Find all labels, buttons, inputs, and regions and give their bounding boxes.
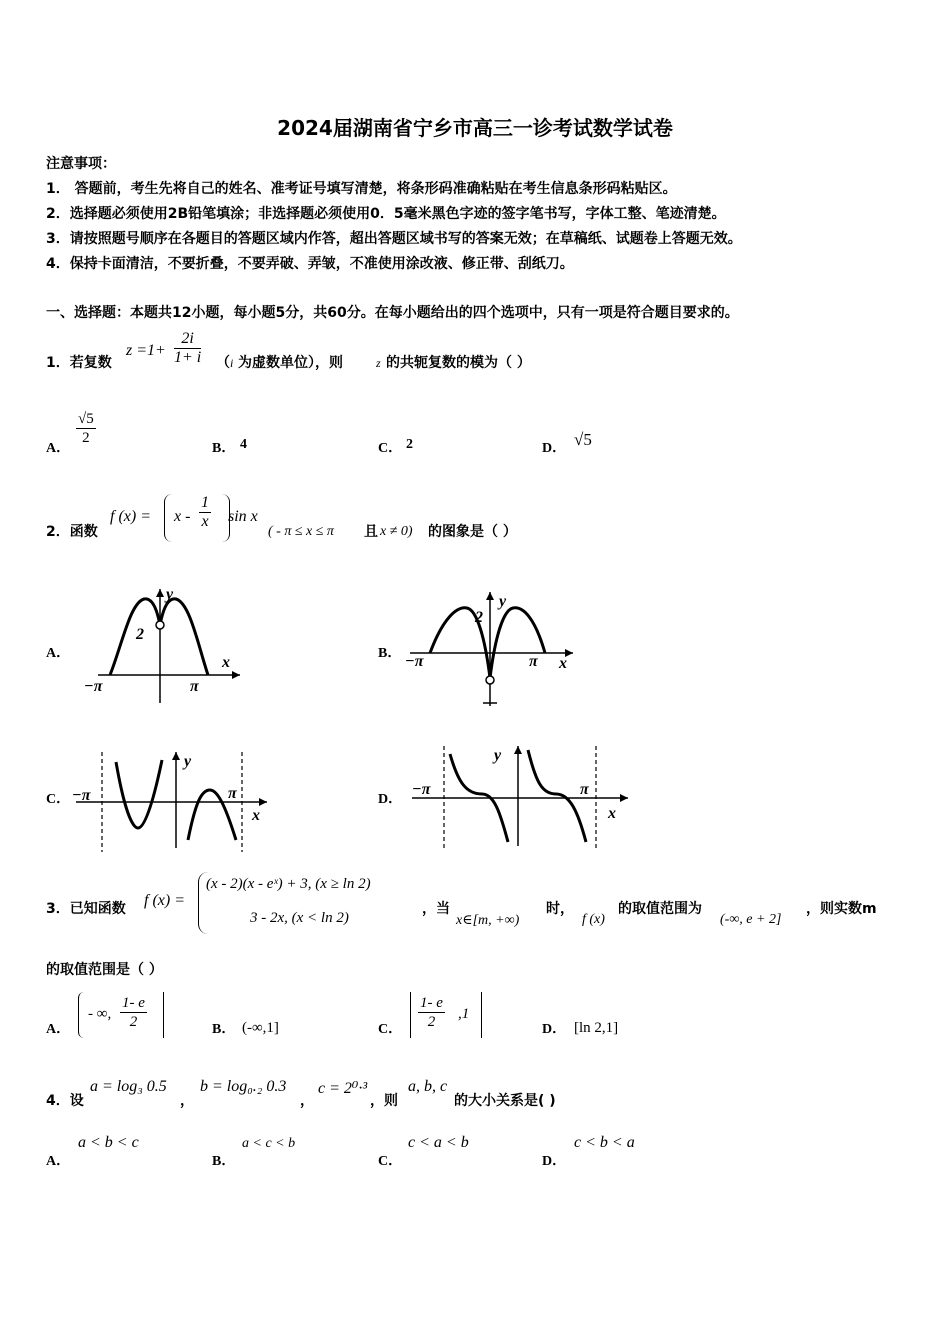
q3-option-a-fraction — [120, 994, 147, 1031]
label-x: x — [222, 654, 230, 671]
open-point — [156, 621, 164, 629]
q1-option-b-value: 4 — [240, 437, 247, 452]
q3-option-c-label: C． — [378, 1022, 403, 1037]
q2-f-left: f (x) = — [110, 508, 151, 525]
q1-a-num: √5 — [78, 411, 94, 427]
label-pi: π — [190, 678, 199, 695]
q4-option-c-value: c < a < b — [408, 1134, 469, 1151]
q4-suffix: 的大小关系是( ) — [454, 1093, 556, 1109]
q3-fx: f (x) — [582, 912, 605, 927]
q1-suffix: 的共轭复数的模为（ ） — [386, 355, 531, 371]
q1-mid1: （ — [216, 355, 230, 371]
q1-option-a-value — [76, 410, 96, 447]
q3-c-num: 1- e — [420, 995, 443, 1011]
page-title: 2024届湖南省宁乡市高三一诊考试数学试卷 — [277, 116, 673, 140]
q3-a-num: 1- e — [122, 995, 145, 1011]
q2-neq: x ≠ 0) — [380, 524, 413, 539]
label-neg-pi: −π — [405, 653, 424, 670]
label-y: y — [166, 586, 174, 603]
q1-prefix: 1．若复数 — [46, 355, 112, 371]
graph-c-curve-left — [116, 760, 162, 828]
q3-case1: (x - 2)(x - eˣ) + 3, (x ≥ ln 2) — [206, 876, 371, 892]
label-y: y — [184, 753, 192, 770]
label-x: x — [252, 807, 260, 824]
q3-prefix: 3．已知函数 — [46, 901, 126, 917]
q3-range: (-∞, e + 2] — [720, 912, 782, 927]
q1-option-d-value: √5 — [574, 430, 592, 449]
graph-a-curve — [110, 599, 208, 675]
q1-a-den: 2 — [82, 430, 90, 446]
graph-b-curve — [430, 608, 545, 678]
q4-option-b-label: B． — [212, 1154, 236, 1169]
q3-option-a-label: A． — [46, 1022, 71, 1037]
notice-item: 3．请按照题号顺序在各题目的答题区域内作答，超出答题区域书写的答案无效；在草稿纸、试题卷上答题无效。 — [46, 231, 742, 247]
q2-option-c-label: C． — [46, 792, 71, 807]
y-axis-arrow — [486, 592, 494, 600]
q4-comma2: ， — [300, 1093, 314, 1109]
label-pi: π — [228, 785, 237, 802]
q1-option-a-label: A． — [46, 441, 71, 456]
q4-prefix: 4．设 — [46, 1093, 84, 1109]
y-axis-arrow — [156, 589, 164, 597]
q2-option-d-label: D． — [378, 792, 403, 807]
q4-option-d-value: c < b < a — [574, 1134, 635, 1151]
y-axis-arrow — [514, 746, 522, 754]
q4-c-def: c = 2⁰·³ — [318, 1080, 368, 1097]
x-axis-arrow — [259, 798, 267, 806]
label-neg-pi: −π — [412, 781, 431, 798]
q1-num: 2i — [174, 330, 201, 349]
q1-option-d-label: D． — [542, 441, 567, 456]
q2-num: 1 — [201, 494, 209, 511]
q3-option-a-left: - ∞, — [88, 1006, 112, 1022]
q3-option-b-label: B． — [212, 1022, 236, 1037]
q1-option-c-value: 2 — [406, 437, 413, 452]
label-y: y — [499, 593, 507, 610]
q3-a-den: 2 — [129, 1014, 138, 1030]
notice-item: 4．保持卡面清洁，不要折叠，不要弄破、弄皱，不准使用涂改液、修正带、刮纸刀。 — [46, 256, 574, 272]
y-axis-arrow — [172, 752, 180, 760]
q4-option-b-value: a < c < b — [242, 1136, 296, 1151]
q4-abc: a, b, c — [408, 1078, 448, 1095]
label-two: 2 — [475, 609, 483, 626]
q2-x-minus: x - — [174, 508, 191, 525]
q3-case2: 3 - 2x, (x < ln 2) — [250, 910, 349, 926]
section-header: 一、选择题：本题共12小题，每小题5分，共60分。在每小题给出的四个选项中，只有一项是符合题目要求的。 — [46, 305, 739, 321]
q2-prefix: 2．函数 — [46, 524, 98, 540]
q3-option-d-label: D． — [542, 1022, 567, 1037]
q2-domain: ( - π ≤ x ≤ π — [268, 524, 334, 539]
q4-then: ，则 — [370, 1093, 398, 1109]
q3-range-text: 的取值范围为 — [618, 901, 702, 917]
q3-option-c-fraction — [418, 994, 445, 1031]
q3-f-left: f (x) = — [144, 892, 185, 909]
q2-den: x — [201, 513, 209, 530]
q4-option-d-label: D． — [542, 1154, 567, 1169]
q3-tail: ，则实数m — [806, 901, 877, 917]
label-pi: π — [580, 781, 589, 798]
q4-option-a-label: A． — [46, 1154, 71, 1169]
q3-line2: 的取值范围是（ ） — [46, 962, 163, 978]
x-axis-arrow — [232, 671, 240, 679]
graph-a — [80, 585, 245, 705]
q3-option-b-value: (-∞,1] — [242, 1020, 279, 1036]
q4-b-def: b = log₀.₂ 0.3 — [200, 1078, 287, 1095]
q2-option-a-label: A． — [46, 646, 71, 661]
q4-option-a-value: a < b < c — [78, 1134, 139, 1151]
q1-i-var: i — [230, 356, 234, 370]
q1-den: 1+ i — [174, 349, 202, 366]
q3-option-d-value: [ln 2,1] — [574, 1020, 619, 1036]
q1-mid2: 为虚数单位），则 — [238, 355, 343, 371]
q2-and: 且 — [364, 524, 378, 540]
open-point — [486, 676, 494, 684]
notice-item: 1． 答题前，考生先将自己的姓名、准考证号填写清楚，将条形码准确粘贴在考生信息条形码粘贴区。 — [46, 181, 677, 197]
q2-fraction — [199, 494, 211, 531]
label-neg-pi: −π — [72, 787, 91, 804]
notice-item: 2．选择题必须使用2B铅笔填涂；非选择题必须使用0．5毫米黑色字迹的签字笔书写，字体工整、笔迹清楚。 — [46, 206, 726, 222]
q3-shi: 时， — [546, 901, 574, 917]
q1-option-c-label: C． — [378, 441, 403, 456]
q1-option-b-label: B． — [212, 441, 236, 456]
label-neg-pi: −π — [84, 678, 103, 695]
q3-cond: x∈[m, +∞) — [456, 913, 520, 928]
q2-sin: sin x — [228, 508, 258, 525]
q3-option-c-right: ,1 — [458, 1006, 470, 1022]
label-x: x — [608, 805, 616, 822]
x-axis-arrow — [620, 794, 628, 802]
graph-b — [405, 588, 580, 713]
q4-option-c-label: C． — [378, 1154, 403, 1169]
q2-suffix: 的图象是（ ） — [428, 524, 517, 540]
q4-comma1: ， — [180, 1093, 194, 1109]
q4-a-def: a = log₃ 0.5 — [90, 1078, 167, 1095]
graph-c — [72, 748, 272, 856]
graph-d — [408, 742, 633, 852]
label-two: 2 — [136, 626, 144, 643]
label-x: x — [559, 655, 567, 672]
q1-z-var: z — [376, 356, 381, 370]
q1-z-eq: z =1+ — [126, 342, 166, 359]
label-y: y — [494, 747, 502, 764]
label-pi: π — [529, 653, 538, 670]
q3-when: ，当 — [422, 901, 450, 917]
q3-c-den: 2 — [427, 1014, 436, 1030]
notice-heading: 注意事项： — [46, 156, 116, 172]
graph-d-curve-right — [528, 750, 586, 842]
q2-option-b-label: B． — [378, 646, 402, 661]
q1-fraction — [174, 330, 201, 367]
